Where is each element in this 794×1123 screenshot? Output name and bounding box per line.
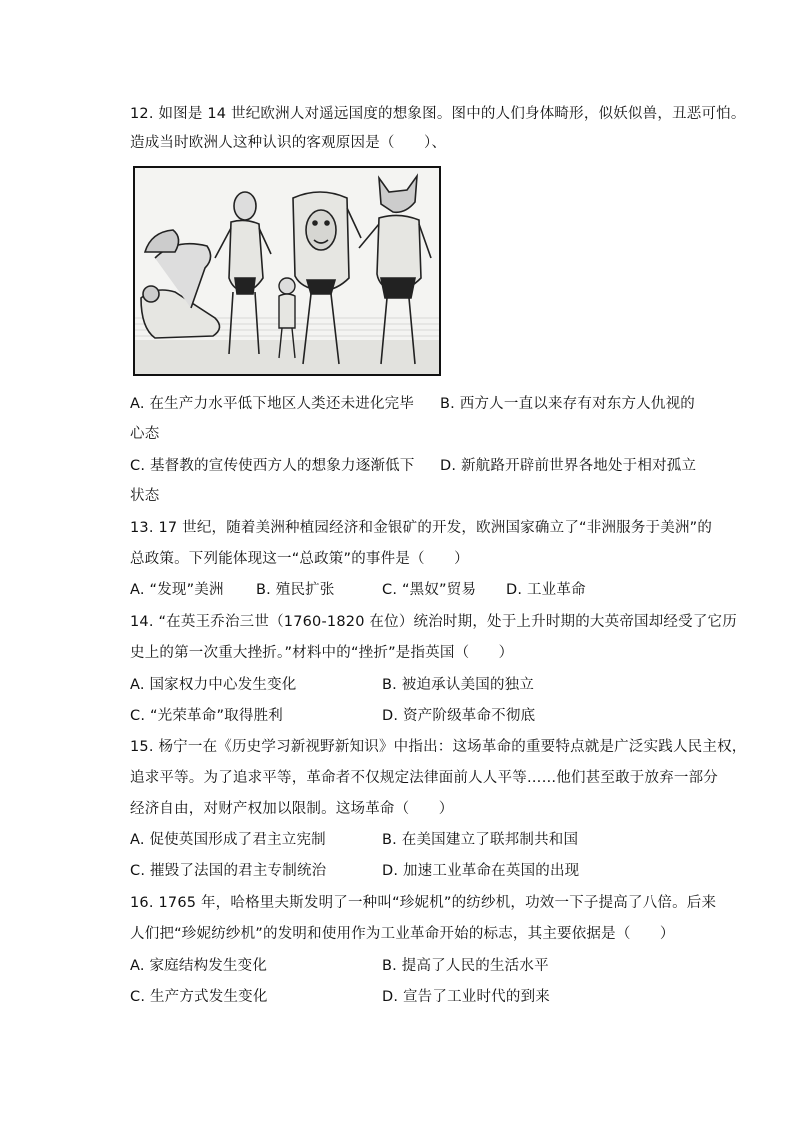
- q16-stem-line2: 人们把“珍妮纺纱机”的发明和使用作为工业革命开始的标志，其主要依据是（ ）: [130, 926, 675, 942]
- q12-option-d-cont: 状态: [130, 488, 160, 504]
- q15-option-a[interactable]: A. 促使英国形成了君主立宪制: [130, 832, 326, 848]
- q16-option-b[interactable]: B. 提高了人民的生活水平: [382, 958, 549, 974]
- q12-option-a[interactable]: A. 在生产力水平低下地区人类还未进化完毕: [130, 396, 415, 412]
- q13-option-a[interactable]: A. “发现”美洲: [130, 582, 224, 598]
- q14-option-b[interactable]: B. 被迫承认美国的独立: [382, 677, 535, 693]
- q16-option-c[interactable]: C. 生产方式发生变化: [130, 989, 268, 1005]
- q12-stem-line1: 12. 如图是 14 世纪欧洲人对遥远国度的想象图。图中的人们身体畸形，似妖似兽，丑恶可怕。: [130, 106, 746, 122]
- medieval-woodcut-illustration: [133, 166, 441, 376]
- q16-option-d[interactable]: D. 宣告了工业时代的到来: [382, 989, 550, 1005]
- q15-stem-line1: 15. 杨宁一在《历史学习新视野新知识》中指出：这场革命的重要特点就是广泛实践人民主权，: [130, 739, 747, 755]
- q16-stem-line1: 16. 1765 年，哈格里夫斯发明了一种叫“珍妮机”的纺纱机，功效一下子提高了八倍。后来: [130, 895, 717, 911]
- q12-stem-line2: 造成当时欧洲人这种认识的客观原因是（ ）、: [130, 135, 447, 151]
- q13-option-b[interactable]: B. 殖民扩张: [256, 582, 335, 598]
- q12-option-b-cont: 心态: [130, 426, 160, 442]
- q13-stem-line2: 总政策。下列能体现这一“总政策”的事件是（ ）: [130, 551, 469, 567]
- q14-stem-line2: 史上的第一次重大挫折。”材料中的“挫折”是指英国（ ）: [130, 645, 514, 661]
- q14-stem-line1: 14. “在英王乔治三世（1760-1820 在位）统治时期，处于上升时期的大英帝国却经受了它历: [130, 614, 737, 630]
- woodcut-image: [135, 168, 439, 374]
- q14-option-a[interactable]: A. 国家权力中心发生变化: [130, 677, 297, 693]
- q15-stem-line2: 追求平等。为了追求平等，革命者不仅规定法律面前人人平等……他们甚至敢于放弃一部分: [130, 770, 718, 786]
- q12-option-c[interactable]: C. 基督教的宣传使西方人的想象力逐渐低下: [130, 458, 415, 474]
- q14-option-c[interactable]: C. “光荣革命”取得胜利: [130, 708, 283, 724]
- q15-option-c[interactable]: C. 摧毁了法国的君主专制统治: [130, 863, 327, 879]
- q15-option-b[interactable]: B. 在美国建立了联邦制共和国: [382, 832, 579, 848]
- q13-stem-line1: 13. 17 世纪，随着美洲种植园经济和金银矿的开发，欧洲国家确立了“非洲服务于美洲”的: [130, 520, 713, 536]
- q16-option-a[interactable]: A. 家庭结构发生变化: [130, 958, 268, 974]
- q15-stem-line3: 经济自由，对财产权加以限制。这场革命（ ）: [130, 801, 454, 817]
- q15-option-d[interactable]: D. 加速工业革命在英国的出现: [382, 863, 580, 879]
- q12-option-b[interactable]: B. 西方人一直以来存有对东方人仇视的: [440, 396, 695, 412]
- q14-option-d[interactable]: D. 资产阶级革命不彻底: [382, 708, 536, 724]
- q13-option-c[interactable]: C. “黑奴”贸易: [382, 582, 477, 598]
- q12-option-d[interactable]: D. 新航路开辟前世界各地处于相对孤立: [440, 458, 697, 474]
- q13-option-d[interactable]: D. 工业革命: [506, 582, 586, 598]
